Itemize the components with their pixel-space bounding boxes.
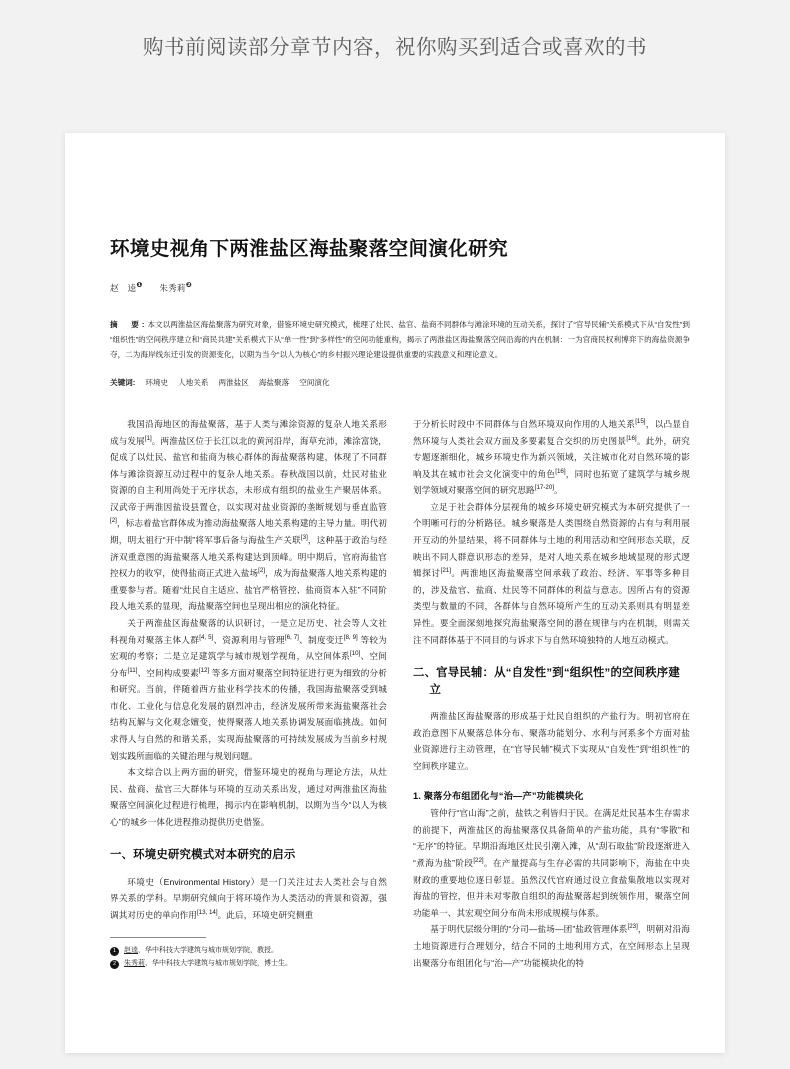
keywords-row	[110, 376, 690, 390]
body-paragraph: 立足于社会群体分层视角的城乡环境史研究模式为本研究提供了一个明晰可行的分析路径。城乡聚落是人类围绕自然资源的占有与利用展开互动的外显结果，将不同群体与土地的利用活动和空间形态关联，反映出不同人群意识形态的差异，是对人地关系在城乡地域显现的形式逻辑探讨[21]。两淮地区海盐聚落空间承载了政治、经济、军事等多种目的，涉及盐官、盐商、灶民等不同群体的利益与意志。因所占有的资源类型与数量的不同，各群体与自然环境所产生的互动关系则具有明显差异性。要全面深刻地探究海盐聚落空间的潜在规律与内在机制，则需关注不同群体基于不同目的与诉求下与自然环境独特的人地互动模式。	[413, 501, 690, 645]
footnote-affiliation: ，华中科技大学建筑与城市规划学院，教授。	[138, 947, 278, 955]
abstract-block	[110, 318, 690, 390]
body-paragraph: 基于明代层级分明的“分司—盐场—团”盐政管理体系[23]，明朝对沿海土地资源进行合理划分，结合不同的土地利用方式，在空间形态上呈现出聚落分布组团化与“治—产”功能模块化的特	[413, 923, 691, 968]
footnote-item	[110, 945, 387, 958]
body-paragraph: 我国沿海地区的海盐聚落，基于人类与滩涂资源的复杂人地关系形成与发展[1]。两淮盐区位于长江以北的黄河沿岸，海草充沛，滩涂富饶，促成了以灶民、盐官和盐商为核心群体的海盐聚落构建，体现了不同群体与滩涂资源互动过程中的复杂人地关系。春秋战国以前，灶民对盐业资源的自主利用尚处于无序状态，未形成有组织的盐业生产聚居体系。汉武帝于两淮因盐设县置仓，以实现对盐业资源的垄断规划与垂直监管[2]，标志着盐官群体成为推动海盐聚落人地关系构建的主导力量。明代初期，明太祖行“开中制”将军事后备与海盐生产关联[3]，这种基于政治与经济双重意图的海盐聚落人地关系构建达到顶峰。明中期后，官府海盐官控权力的收窄，使得盐商正式进入盐场[2]，成为海盐聚落人地关系构建的重要参与者。随着“灶民自主适应、盐官严格管控、盐商资本入驻”不同阶段人地关系的显现，海盐聚落空间也呈现出相应的演化特征。	[110, 418, 388, 612]
section-heading-1: 一、环境史研究模式对本研究的启示	[110, 849, 296, 862]
abstract-row	[110, 318, 690, 362]
author-item	[110, 283, 145, 293]
footnote-item	[110, 958, 387, 971]
title-block	[110, 133, 690, 294]
footnote-text	[124, 958, 387, 971]
promo-banner	[0, 0, 790, 133]
body-paragraph: 关于两淮盐区海盐聚落的认识研讨，一是立足历史、社会等人文社科视角对聚落主体人群[4, 5]、资源利用与管理[6, 7]、制度变迁[8, 9] 等较为宏观的考察；二是立足建筑学与城市规划学视角，从空间体系[10]、空间分布[11]、空间构成要素[12] 等多方面对聚落空间特征进行更为细致的分析和研究。当前，伴随着西方盐业科学技术的传播，我国海盐聚落受到城市化、工业化与信息化发展的剧烈冲击，经济发展所带来海盐聚落社会结构瓦解与文化观念嬗变，使得聚落人地关系协调发展面临挑战。如何求得人与自然的和谐关系，实现海盐聚落的可持续发展成为当前乡村规划实践所面临的关键治理与规划问题。	[110, 617, 387, 761]
body-paragraph: 管仲行“官山海”之前，盐铁之利皆归于民。在满足灶民基本生存需求的前提下，两淮盐区的海盐聚落仅具备简单的产盐功能，具有“零散”和“无序”的特征。早期沿海地区灶民引潮入滩，从“刮石取盐”阶段逐渐进入“煮海为盐”阶段[22]。在产量提高与生存必需的共同影响下，海盐在中央财政的重要地位逐日彰显。虽然汉代官府通过设立食盐集散地以实现对海盐的管控，但并未对零散自组织的海盐聚落起到统领作用，聚落空间功能单一、其宏观空间分布尚未形成规模与体系。	[413, 808, 690, 918]
section-heading-2: 二、官导民辅：从“自发性”到“组织性”的空间秩序建立	[413, 667, 680, 697]
author-footnote-marker: ❶	[136, 282, 143, 290]
paper-content-area	[110, 133, 690, 1053]
keywords-label: 关键词:	[110, 377, 136, 387]
author-item	[159, 283, 192, 293]
author-footnote-marker: ❷	[185, 282, 192, 290]
keyword-item: 空间演化	[299, 377, 330, 387]
footnote-number-icon: 1	[110, 947, 119, 956]
right-column	[413, 416, 690, 971]
page-title: 环境史视角下两淮盐区海盐聚落空间演化研究	[110, 238, 509, 260]
body-paragraph: 环境史（Environmental History）是一门关注过去人类社会与自然界关系的学科。早期研究倾向于将环境作为人类活动的背景和资源，强调其对历史的单向作用[13, 14]。此后，环境史研究侧重	[110, 876, 387, 920]
author-name: 赵 逵	[110, 283, 137, 294]
abstract-text: 本文以两淮盐区海盐聚落为研究对象，借鉴环境史研究模式，梳理了灶民、盐官、盐商不同群体与滩涂环境的互动关系，探讨了“官导民辅”关系模式下从“自发性”到“组织性”的空间秩序建立和“商民共建”关系模式下从“单一性”到“多样性”的空间功能重构，揭示了两淮盐区海盐聚落空间沿海的内在机制：一为官商民权利博弈下的海盐资源争夺，二为海岸线东迁引发的资源变化，以期为当今“以人为核心”的乡村振兴理论建设提供重要的实践意义和理论意义。	[110, 320, 691, 359]
footnotes-block	[110, 937, 387, 971]
footnote-affiliation: ，华中科技大学建筑与城市规划学院，博士生。	[145, 960, 292, 968]
promo-banner-text: 购书前阅读部分章节内容，祝你购买到适合或喜欢的书	[143, 35, 647, 59]
footnote-author-name: 赵逵	[124, 947, 138, 955]
body-paragraph: 本文综合以上两方面的研究，借鉴环境史的视角与理论方法，从灶民、盐商、盐官三大群体与环境的互动关系出发，通过对两淮盐区海盐聚落空间演化过程进行梳理，揭示内在影响机制，以期为当今“以人为核心”的城乡一体化进程推动提供历史借鉴。	[110, 767, 387, 827]
footnote-divider	[110, 937, 206, 938]
keyword-item: 两淮盐区	[218, 377, 249, 387]
author-list	[110, 281, 690, 294]
author-name: 朱秀莉	[159, 283, 186, 294]
left-column	[110, 416, 387, 971]
body-paragraph: 两淮盐区海盐聚落的形成基于灶民自组织的产盐行为。明初官府在政治意图下从聚落总体分布、聚落功能划分、水利与河系多个方面对盐业资源进行主动管理，在“官导民辅”模式下实现从“自发性”到“组织性”的空间秩序建立。	[413, 711, 690, 772]
keyword-item: 人地关系	[178, 377, 209, 387]
keyword-item: 海盐聚落	[258, 377, 290, 387]
body-columns	[110, 416, 690, 971]
footnote-author-name: 朱秀莉	[124, 960, 145, 968]
keyword-item: 环境史	[145, 377, 169, 387]
footnote-text	[124, 945, 387, 958]
paper-sheet	[65, 133, 725, 1053]
footnote-number-icon: 2	[110, 960, 119, 969]
subsection-heading-1: 1. 聚落分布组团化与“治—产”功能模块化	[413, 790, 584, 801]
abstract-label: 摘 要:	[110, 320, 148, 330]
body-paragraph: 于分析长时段中不同群体与自然环境双向作用的人地关系[15]，以凸显自然环境与人类社会双方面及多要素复合交织的历史图景[16]。此外，研究专题逐渐细化，城乡环境史作为新兴领域，关注城市化对自然环境的影响及其在城市社会文化演变中的角色[16]，同时也拓宽了建筑学与城乡规划学领域对聚落空间的研究思路[17-20]。	[413, 418, 690, 496]
